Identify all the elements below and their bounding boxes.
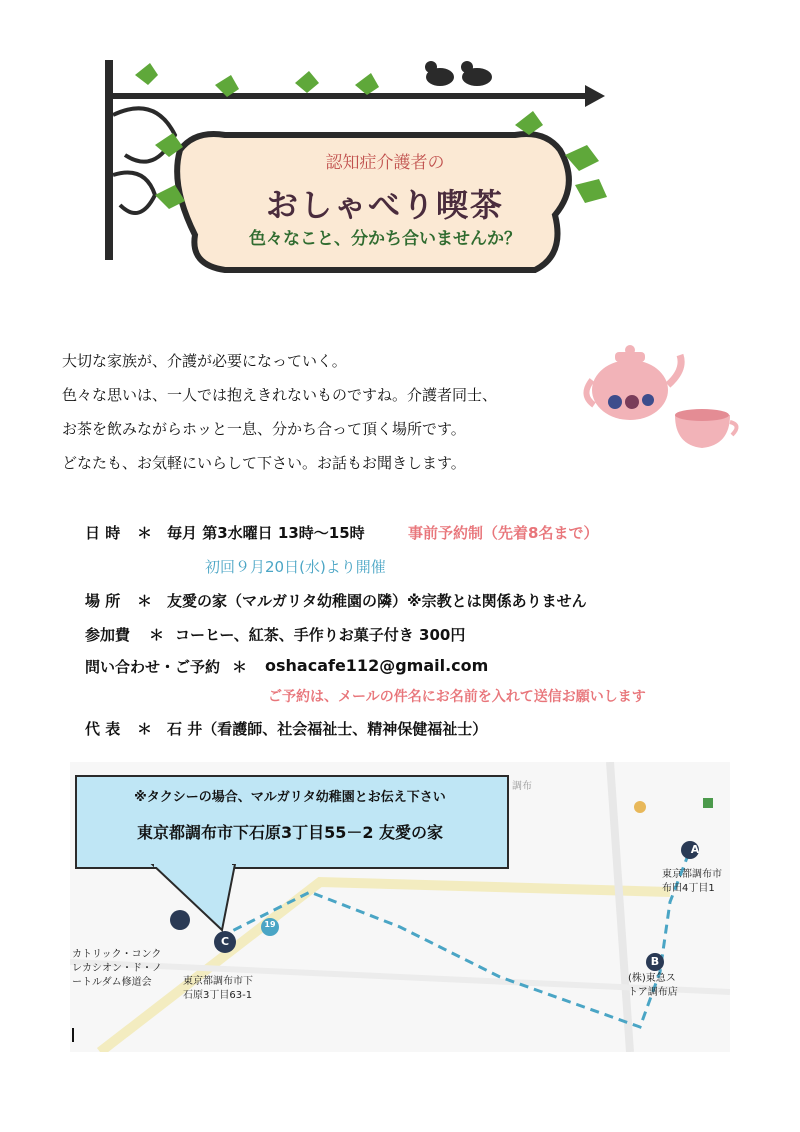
first-session-note: 初回９月20日(水)より開催	[205, 558, 386, 576]
separator: ＊	[137, 592, 153, 610]
datetime-value: 毎月 第3水曜日 13時～15時	[167, 524, 365, 542]
fee-value: コーヒー、紅茶、手作りお菓子付き 300円	[175, 626, 466, 644]
sign-subtitle: 認知症介護者の	[325, 153, 445, 173]
page-title: おしゃべり喫茶	[265, 186, 504, 224]
venue-address: 東京都調布市下石原3丁目55－2 友愛の家	[136, 823, 444, 842]
contact-label: 問い合わせ・ご予約	[85, 658, 221, 676]
map-label-b: (株)東急ス トア調布店	[628, 973, 678, 998]
separator: ＊	[149, 626, 165, 644]
marker-a[interactable]: A	[690, 843, 700, 856]
callout-pointer	[150, 864, 250, 934]
intro-line-4: どなたも、お気軽にいらして下さい。お話もお聞きします。	[62, 454, 466, 472]
map-label-c: 東京都調布市下 石原3丁目63-1	[183, 976, 253, 1001]
intro-line-2: 色々な思いは、一人では抱えきれないものですね。介護者同士、	[62, 386, 498, 404]
reservation-note: 事前予約制（先着8名まで）	[408, 524, 599, 542]
separator: ＊	[137, 720, 153, 738]
intro-line-1: 大切な家族が、介護が必要になっていく。	[62, 352, 347, 370]
datetime-label: 日 時	[85, 524, 121, 542]
place-value: 友愛の家（マルガリタ幼稚園の隣）※宗教とは関係ありません	[167, 592, 587, 610]
rep-value: 石 井（看護師、社会福祉士、精神保健福祉士）	[167, 720, 488, 738]
map-label-a: 東京都調布市 布田4丁目1	[662, 869, 722, 894]
marker-b[interactable]: B	[650, 955, 660, 968]
map-label-top: 調布	[512, 781, 532, 792]
marker-c[interactable]: C	[220, 935, 230, 948]
sign-tagline: 色々なこと、分かち合いませんか？	[249, 229, 521, 249]
intro-line-3: お茶を飲みながらホッと一息、分かち合って頂く場所です。	[62, 420, 466, 438]
route-badge: 19	[264, 920, 276, 929]
teapot-icon	[580, 340, 750, 455]
divider-mark	[72, 1028, 74, 1042]
contact-email-link[interactable]: oshacafe112@gmail.com	[265, 656, 489, 675]
rep-label: 代 表	[85, 720, 121, 738]
separator: ＊	[232, 658, 248, 676]
contact-note: ご予約は、メールの件名にお名前を入れて送信お願いします	[268, 689, 646, 705]
fee-label: 参加費	[85, 626, 131, 644]
taxi-note: ※タクシーの場合、マルガリタ幼稚園とお伝え下さい	[134, 790, 446, 805]
map-label-church: カトリック・コンク レカシオン・ド・ノ ートルダム修道会	[72, 949, 162, 988]
separator: ＊	[137, 524, 153, 542]
place-label: 場 所	[85, 592, 121, 610]
